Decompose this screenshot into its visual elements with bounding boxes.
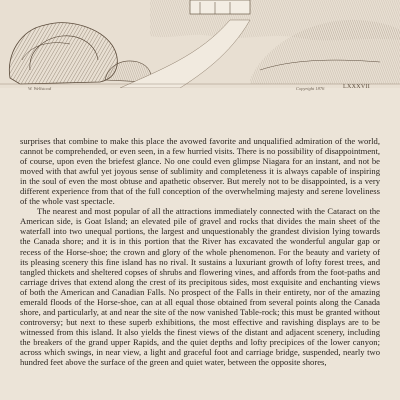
copyright-line: Copyright 1876 — [296, 86, 325, 91]
plate-number: LXXXVII — [343, 84, 371, 90]
paragraph-continued: surprises that combine to make this place the avowed favorite and unqualified admiration of the world, cannot be comprehended, or even seen, in a few hurried visits. There is no possibility of disappointment, of course, upon even the briefest glance. No one could even glimpse Niagara for an instant, and not be moved with that awful yet joyous sense of sublimity and completeness it is always capable of inspiring in the soul of even the most obtuse and apathetic observer. But merely not to be disappointed, is a very different experience from that of the full conception of the overwhelming majesty and serene loveliness of the whole vast spectacle. — [20, 136, 380, 207]
paragraph-goat-island: The nearest and most popular of all the attractions immediately connected with the Cataract on the American side, is Goat Island; an elevated pile of gravel and rocks that divides the main sheet of the waterfall into two unequal portions, the largest and unquestionably the grandest division lying towards the Canada shore; and it is in this portion that the River has excavated the wonderful angular gap or recess of the Horse-shoe; the crown and glory of the whole phenomenon. For the beauty and variety of its pleasing scenery this fine island has no rival. It sustains a luxuriant growth of lofty forest trees, and tangled thickets and sheltered copses of shrubs and flowering vines, and affords from the foot-paths and carriage drives that extend along the crest of its precipitous sides, most exquisite and enchanting views of both the American and Canadian Falls. No prospect of the Falls in their entirety, nor of the amazing emerald floods of the Horse-shoe, can at all equal those obtained from several points along the Canada shore, and particularly, at and near the site of the now vanished Table-rock; this must be granted without controversy; but next to these superb exhibitions, the most effective and ravishing displays are to be witnessed from this island. It also yields the finest views of the distant and adjacent scenery, including the breakers of the grand upper Rapids, and the quiet depths and lofty precipices of the lower canyon; across which swings, in near view, a light and graceful foot and carriage bridge, suspended, nearly two hundred feet above the surface of the green and quiet water, between the opposite shores, — [20, 206, 380, 368]
engraving-illustration — [0, 0, 400, 88]
artist-credit: W. Wellstood — [28, 86, 52, 91]
body-text — [20, 136, 380, 367]
